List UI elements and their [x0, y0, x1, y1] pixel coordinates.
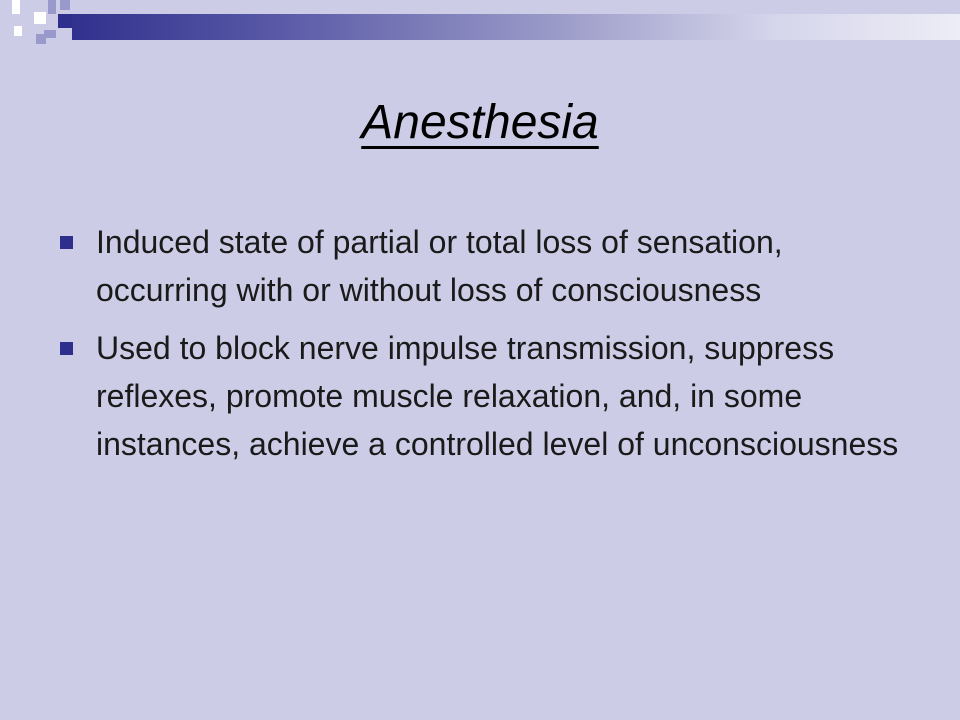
square-bullet-icon — [60, 236, 73, 249]
bullet-item — [60, 218, 920, 314]
bullet-item — [60, 324, 920, 468]
decor-square — [12, 0, 20, 14]
square-bullet-icon — [60, 342, 73, 355]
header-decoration — [0, 0, 960, 60]
decor-square — [48, 0, 56, 14]
decor-square — [34, 12, 46, 24]
bullet-list — [60, 218, 920, 478]
decor-square — [60, 0, 70, 10]
decor-square — [14, 26, 22, 36]
decor-square — [44, 30, 56, 38]
header-gradient-strip — [56, 14, 960, 40]
slide-title — [0, 88, 960, 158]
bullet-text: Used to block nerve impulse transmission, suppress reflexes, promote muscle relaxation, and, in some instances, achieve a controlled level of unconsciousness — [96, 330, 899, 462]
slide-title-text: Anesthesia — [361, 96, 599, 149]
decor-square — [58, 14, 72, 28]
bullet-text: Induced state of partial or total loss of sensation, occurring with or without loss of consciousness — [96, 224, 783, 308]
